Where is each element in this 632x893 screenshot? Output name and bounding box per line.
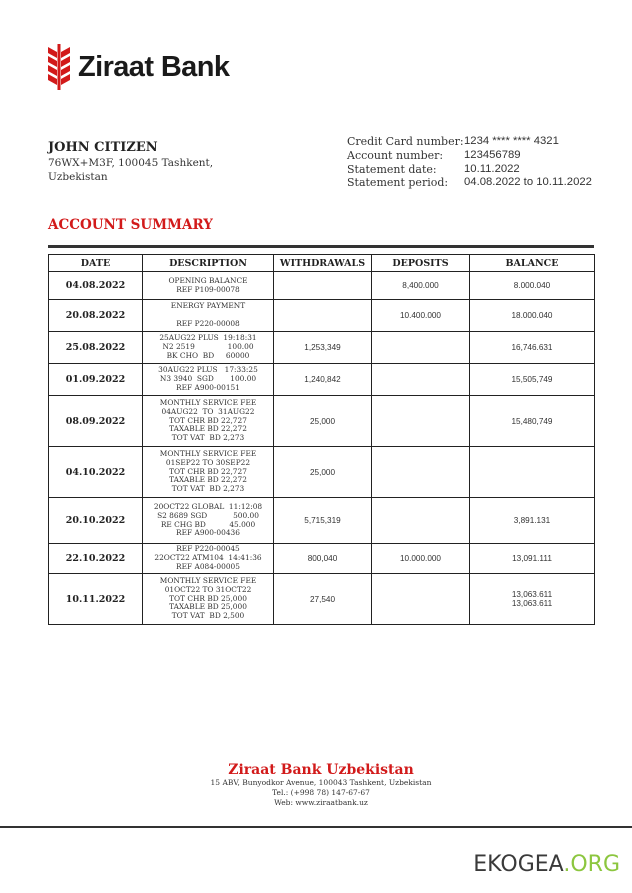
balance-value: 15,480,749 — [511, 416, 553, 426]
description-line: 01OCT22 TO 31OCT22 — [164, 584, 252, 594]
customer-address-line1: 76WX+M3F, 100045 Tashkent, — [48, 157, 214, 169]
description-line: 25AUG22 PLUS 19:18:31 — [159, 333, 257, 343]
row-description — [143, 300, 274, 332]
description-line: 20OCT22 GLOBAL 11:12:08 — [153, 501, 263, 511]
header-date: DATE — [49, 255, 143, 272]
row-withdrawal: 1,253,349 — [274, 332, 372, 364]
balance-value: 3,891.131 — [513, 516, 551, 525]
card-number-label: Credit Card number: — [347, 135, 464, 148]
transactions-body — [49, 272, 595, 625]
balance-value: 16,746.631 — [511, 343, 553, 352]
balance-value: 18.000.040 — [511, 311, 553, 320]
description-line: 01SEP22 TO 30SEP22 — [165, 457, 251, 467]
row-deposit — [372, 447, 470, 498]
row-description — [143, 447, 274, 498]
row-withdrawal — [274, 272, 372, 300]
description-line: N3 3940 SGD 100.00 — [159, 374, 257, 384]
description-line: TAXABLE BD 25,000 — [169, 602, 247, 612]
row-date: 20.08.2022 — [49, 300, 143, 332]
summary-divider — [48, 245, 594, 248]
table-row — [49, 396, 595, 447]
footer-tel: Tel.: (+998 78) 147-67-67 — [272, 788, 370, 797]
row-deposit — [372, 396, 470, 447]
row-description — [143, 332, 274, 364]
description-line: REF A900-00436 — [176, 528, 240, 538]
description-line: BK CHO BD 60000 — [166, 350, 250, 360]
header-balance: BALANCE — [470, 255, 595, 272]
description-line: REF P109-00078 — [176, 284, 240, 294]
description-line: TAXABLE BD 22,272 — [169, 424, 247, 434]
row-withdrawal: 27,540 — [274, 574, 372, 625]
watermark-tld: .ORG — [563, 852, 620, 877]
description-line: REF P220-00045 — [176, 544, 240, 554]
balance-value: 15,505,749 — [511, 375, 553, 384]
balance-value: 8.000.040 — [513, 281, 551, 290]
statement-period-value: 04.08.2022 to 10.11.2022 — [464, 176, 592, 189]
account-number-label: Account number: — [347, 148, 444, 162]
table-row — [49, 300, 595, 332]
row-date: 01.09.2022 — [49, 364, 143, 396]
description-line: REF A900-00151 — [176, 382, 240, 392]
row-description — [143, 574, 274, 625]
row-description — [143, 364, 274, 396]
table-row — [49, 447, 595, 498]
row-balance — [470, 574, 595, 625]
row-deposit — [372, 332, 470, 364]
description-line: RE CHG BD 45.000 — [160, 519, 256, 529]
customer-block — [48, 140, 213, 184]
description-line: TOT CHR BD 22,727 — [169, 466, 247, 476]
table-row — [49, 498, 595, 544]
row-balance — [470, 364, 595, 396]
row-deposit — [372, 364, 470, 396]
description-line: MONTHLY SERVICE FEE — [159, 576, 257, 585]
row-withdrawal: 5,715,319 — [274, 498, 372, 544]
row-withdrawal — [274, 300, 372, 332]
description-line: TAXABLE BD 22,272 — [169, 475, 247, 485]
footer-divider — [0, 826, 632, 828]
balance-value: 13,063.611 — [511, 590, 553, 599]
description-line: REF A084-00005 — [176, 561, 240, 571]
footer-web: Web: www.ziraatbank.uz — [274, 798, 368, 807]
description-line: 04AUG22 TO 31AUG22 — [161, 406, 255, 416]
description-line: TOT VAT BD 2,500 — [171, 611, 245, 621]
description-line: 30AUG22 PLUS 17:33:25 — [158, 365, 258, 375]
bank-logo-text: Ziraat Bank — [78, 50, 230, 83]
row-balance — [470, 544, 595, 574]
header-description: DESCRIPTION — [143, 255, 274, 272]
statement-period-label: Statement period: — [347, 176, 449, 190]
table-row — [49, 574, 595, 625]
account-summary-title: ACCOUNT SUMMARY — [48, 217, 213, 233]
row-date: 04.10.2022 — [49, 447, 143, 498]
row-balance — [470, 300, 595, 332]
balance-value: 13,063.611 — [511, 599, 553, 608]
balance-value: 13,091.111 — [512, 554, 552, 563]
row-deposit — [372, 498, 470, 544]
table-row — [49, 364, 595, 396]
statement-meta — [347, 135, 592, 190]
account-number-value: 123456789 — [464, 148, 521, 161]
customer-name: JOHN CITIZEN — [48, 140, 158, 155]
bank-logo — [46, 44, 229, 90]
description-line: TOT CHR BD 22,727 — [169, 415, 247, 425]
footer-address: 15 ABV, Bunyodkor Avenue, 100043 Tashkent, Uzbekistan — [210, 778, 432, 787]
row-date: 04.08.2022 — [49, 272, 143, 300]
watermark — [473, 852, 620, 877]
row-description — [143, 544, 274, 574]
row-deposit: 10.400.000 — [372, 300, 470, 332]
row-balance — [470, 396, 595, 447]
customer-address-line2: Uzbekistan — [48, 170, 108, 183]
row-deposit — [372, 574, 470, 625]
ziraat-wheat-icon — [46, 44, 72, 90]
description-line: ENERGY PAYMENT — [170, 301, 246, 311]
description-line: S2 8689 SGD 500.00 — [157, 510, 259, 520]
row-withdrawal: 1,240,842 — [274, 364, 372, 396]
row-description — [143, 396, 274, 447]
row-withdrawal: 800,040 — [274, 544, 372, 574]
row-balance — [470, 272, 595, 300]
row-date: 20.10.2022 — [49, 498, 143, 544]
row-deposit: 10.000.000 — [372, 544, 470, 574]
row-balance — [470, 447, 595, 498]
header-deposits: DEPOSITS — [372, 255, 470, 272]
row-description — [143, 498, 274, 544]
row-withdrawal: 25,000 — [274, 447, 372, 498]
card-number-value: 1234 **** **** 4321 — [464, 135, 559, 147]
description-line: MONTHLY SERVICE FEE — [159, 449, 257, 458]
description-line: N2 2519 100.00 — [162, 342, 254, 352]
row-balance — [470, 332, 595, 364]
row-date: 22.10.2022 — [49, 544, 143, 574]
row-deposit: 8,400.000 — [372, 272, 470, 300]
table-header-row — [49, 255, 595, 272]
row-date: 08.09.2022 — [49, 396, 143, 447]
footer — [48, 762, 594, 808]
header-withdrawals: WITHDRAWALS — [274, 255, 372, 272]
description-line: REF P220-00008 — [176, 318, 240, 328]
table-row — [49, 544, 595, 574]
row-description — [143, 272, 274, 300]
row-date: 25.08.2022 — [49, 332, 143, 364]
row-withdrawal: 25,000 — [274, 396, 372, 447]
table-row — [49, 332, 595, 364]
description-line: TOT VAT BD 2,273 — [171, 484, 245, 494]
description-line: MONTHLY SERVICE FEE — [159, 398, 257, 407]
transactions-table — [48, 254, 595, 625]
table-row — [49, 272, 595, 300]
statement-date-label: Statement date: — [347, 162, 437, 176]
description-line: TOT CHR BD 25,000 — [169, 593, 247, 603]
description-line: OPENING BALANCE — [168, 275, 248, 285]
watermark-main: EKOGEA — [473, 852, 564, 877]
statement-date-value: 10.11.2022 — [464, 162, 520, 175]
row-date: 10.11.2022 — [49, 574, 143, 625]
footer-bank-name: Ziraat Bank Uzbekistan — [228, 762, 414, 778]
description-line: TOT VAT BD 2,273 — [171, 433, 245, 443]
row-balance — [470, 498, 595, 544]
description-line: 22OCT22 ATM104 14:41:36 — [154, 553, 262, 563]
